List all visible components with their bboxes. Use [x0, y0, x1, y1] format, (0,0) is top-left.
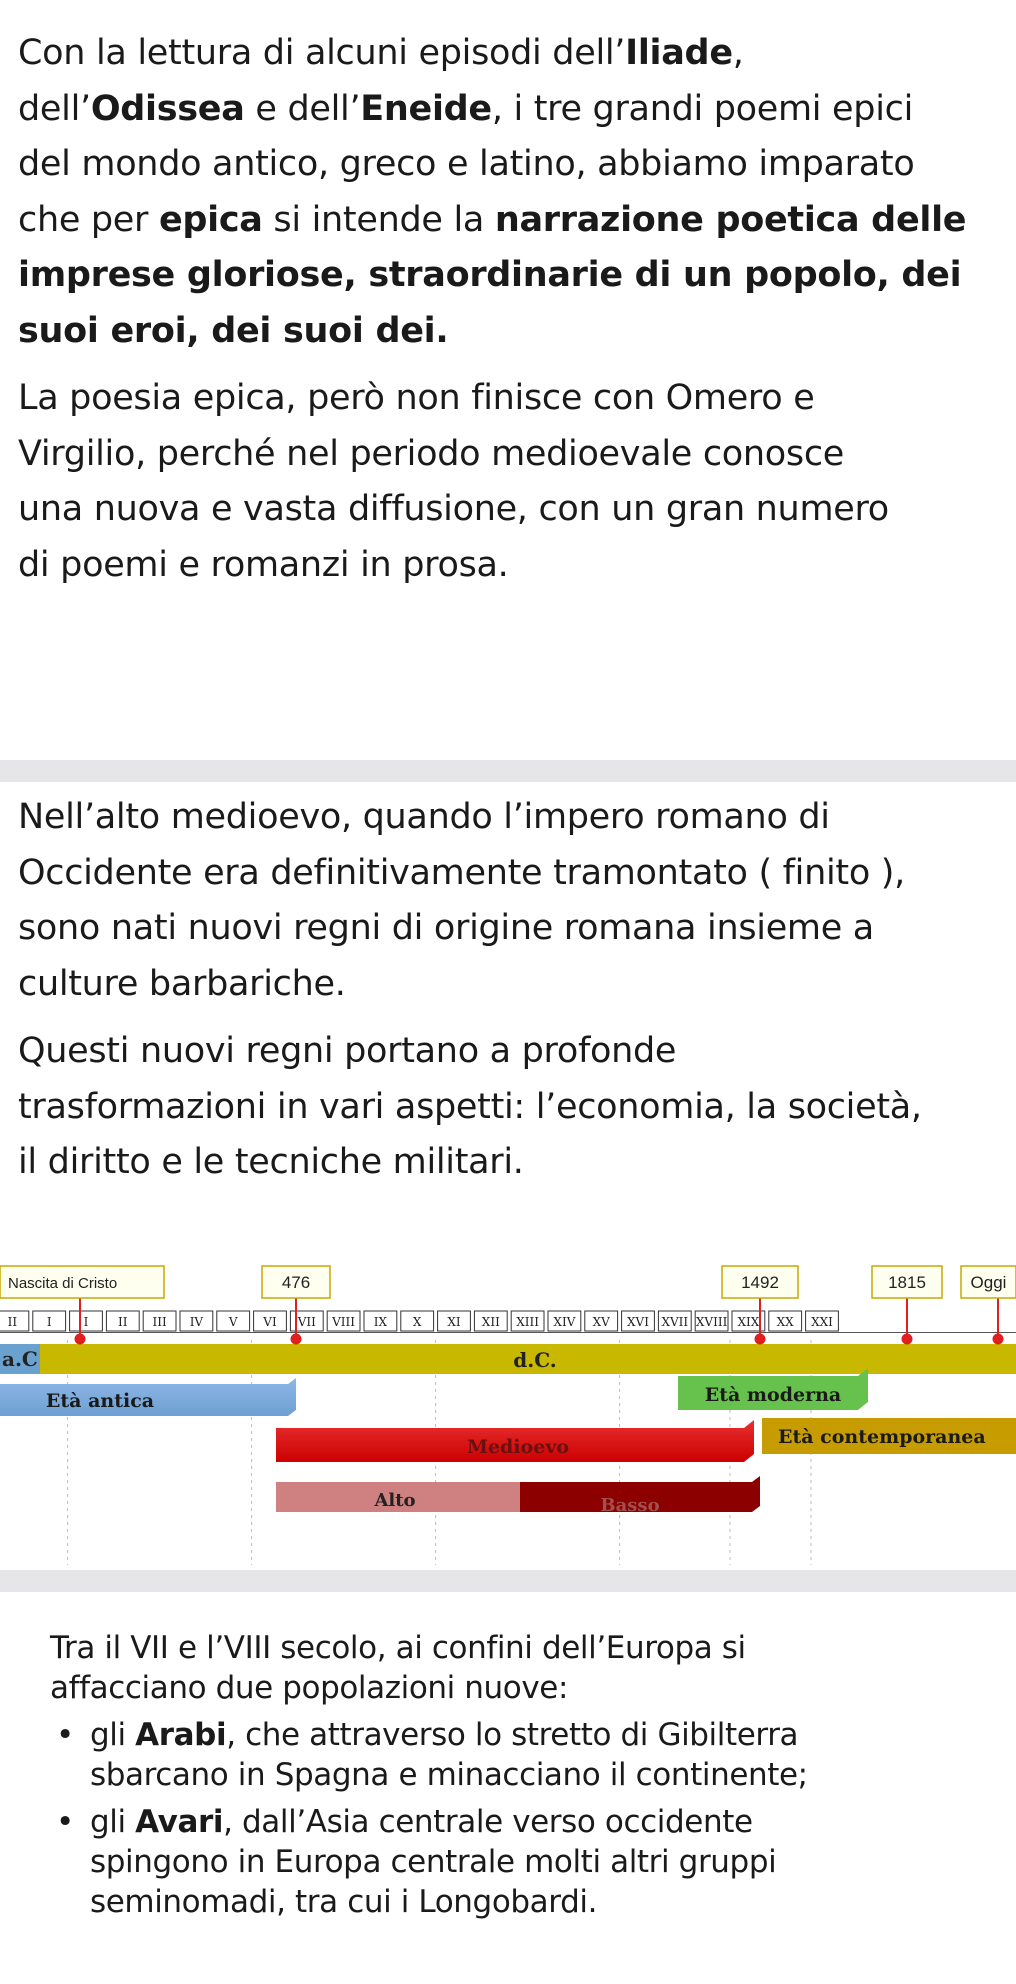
- century-label: XX: [776, 1315, 794, 1329]
- century-label: XV: [592, 1315, 610, 1329]
- marker-label: 1492: [741, 1273, 779, 1292]
- century-label: V: [228, 1315, 238, 1329]
- bullet-text-avari: gli Avari, dall’Asia centrale verso occidente spingono in Europa centrale molti altri gruppi seminomadi, tra cui i Longobardi.: [90, 1804, 777, 1920]
- slide-epica-intro: [0, 0, 1016, 760]
- paragraph-nuovi-regni: Questi nuovi regni portano a profonde trasformazioni in vari aspetti: l’economia, la società, il diritto e le tecniche militari.: [18, 1031, 922, 1182]
- marker-label: 476: [281, 1273, 311, 1292]
- marker-pin: [902, 1334, 913, 1345]
- label-eta-contemporanea: Età contemporanea: [778, 1426, 986, 1448]
- century-label: XVII: [661, 1315, 689, 1329]
- slide-popolazioni: [0, 1592, 1016, 1984]
- slide-alto-medioevo: [0, 782, 1016, 1260]
- marker-label: Nascita di Cristo: [8, 1275, 118, 1292]
- list-item-arabi: [50, 1715, 808, 1795]
- paragraph-epica-definition: Con la lettura di alcuni episodi dell’Iliade, dell’Odissea e dell’Eneide, i tre grandi poemi epici del mondo antico, greco e latino, abbiamo imparato che per epica si intende la narrazione poetica delle imprese gloriose, straordinarie di un popolo, dei suoi eroi, dei suoi dei.: [18, 33, 967, 351]
- marker-pin: [755, 1334, 766, 1345]
- list-item-avari: [50, 1802, 808, 1922]
- historical-timeline: [0, 1260, 1016, 1570]
- century-label: XVI: [627, 1315, 649, 1329]
- century-label: XIX: [737, 1315, 760, 1329]
- century-label: XVIII: [695, 1315, 728, 1329]
- label-medioevo: Medioevo: [466, 1436, 570, 1458]
- paragraph-epica-medioevo: La poesia epica, però non finisce con Omero e Virgilio, perché nel periodo medioevale conosce una nuova e vasta diffusione, con un gran numero di poemi e romanzi in prosa.: [18, 378, 889, 585]
- century-label: I: [83, 1315, 89, 1329]
- slide-timeline: [0, 1260, 1016, 1570]
- marker-pin: [75, 1334, 86, 1345]
- era-label-ad: d.C.: [513, 1348, 557, 1372]
- label-eta-antica: Età antica: [45, 1390, 155, 1412]
- paragraph-impero-romano: Nell’alto medioevo, quando l’impero romano di Occidente era definitivamente tramontato ( finito ), sono nati nuovi regni di origine romana insieme a culture barbariche.: [18, 797, 905, 1004]
- marker-label: 1815: [888, 1273, 926, 1292]
- paragraph-popolazioni-intro: Tra il VII e l’VIII secolo, ai confini dell’Europa si affacciano due popolazioni nuove:: [50, 1630, 746, 1706]
- century-label: X: [412, 1315, 422, 1329]
- century-label: VII: [297, 1315, 316, 1329]
- century-label: XIV: [553, 1315, 576, 1329]
- century-label: IX: [373, 1315, 388, 1329]
- century-label: I: [46, 1315, 52, 1329]
- century-label: XI: [447, 1315, 461, 1329]
- marker-pin: [291, 1334, 302, 1345]
- marker-label: Oggi: [970, 1273, 1007, 1292]
- slide-separator: [0, 1570, 1016, 1592]
- bullet-marker: •: [56, 1717, 74, 1753]
- century-label: III: [152, 1315, 167, 1329]
- century-label: VI: [263, 1315, 277, 1329]
- century-label: XII: [481, 1315, 500, 1329]
- century-label: XXI: [811, 1315, 833, 1329]
- bullet-marker: •: [56, 1804, 74, 1840]
- century-label: II: [7, 1315, 18, 1329]
- marker-pin: [993, 1334, 1004, 1345]
- bullet-text-arabi: gli Arabi, che attraverso lo stretto di Gibilterra sbarcano in Spagna e minacciano il continente;: [90, 1717, 808, 1793]
- bullet-list-popolazioni: [50, 1715, 808, 1922]
- century-label: VIII: [332, 1315, 356, 1329]
- slide-separator: [0, 760, 1016, 782]
- label-basso-medioevo: Basso: [600, 1495, 660, 1516]
- century-label: XIII: [516, 1315, 539, 1329]
- label-eta-moderna: Età moderna: [704, 1384, 842, 1406]
- century-label: IV: [189, 1315, 204, 1329]
- label-alto-medioevo: Alto: [374, 1490, 416, 1511]
- era-label-bc: a.C: [2, 1347, 38, 1371]
- era-band: [0, 1344, 1016, 1374]
- century-label: II: [118, 1315, 128, 1329]
